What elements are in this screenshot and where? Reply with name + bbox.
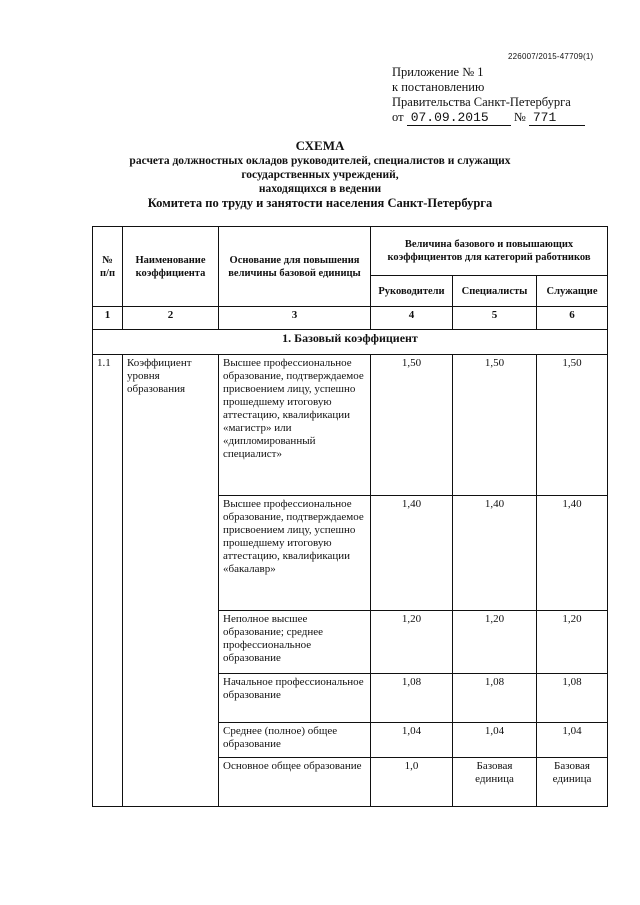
title-line-2: расчета должностных окладов руководителей, специалистов и служащих <box>129 155 511 167</box>
value-managers: 1,0 <box>371 758 453 807</box>
value-managers: 1,04 <box>371 723 453 758</box>
appendix-line-3: Правительства Санкт-Петербурга <box>392 95 571 109</box>
value-employees: 1,08 <box>537 674 608 723</box>
title-line-1: СХЕМА <box>295 138 345 153</box>
header-employees: Служащие <box>537 276 608 307</box>
value-employees: 1,20 <box>537 611 608 674</box>
value-specialists: 1,20 <box>453 611 537 674</box>
appendix-line-1: Приложение № 1 <box>392 65 484 79</box>
section-row <box>93 330 608 355</box>
basis-cell: Среднее (полное) общее образование <box>219 723 371 758</box>
appendix-header <box>392 65 585 126</box>
table-row <box>93 355 608 496</box>
header-value: Величина базового и повышающих коэффициентов для категорий работников <box>371 227 608 276</box>
document-registration-code: 226007/2015-47709(1) <box>508 52 594 61</box>
basis-cell: Начальное профессиональное образование <box>219 674 371 723</box>
document-title <box>0 138 640 211</box>
value-employees: 1,04 <box>537 723 608 758</box>
appendix-date-line <box>392 110 585 126</box>
value-employees: 1,50 <box>537 355 608 496</box>
value-managers: 1,08 <box>371 674 453 723</box>
header-no: № п/п <box>93 227 123 307</box>
resolution-date: 07.09.2015 <box>407 110 511 126</box>
column-number: 5 <box>453 307 537 330</box>
header-managers: Руководители <box>371 276 453 307</box>
header-basis: Основание для повышения величины базовой единицы <box>219 227 371 307</box>
value-specialists: 1,40 <box>453 496 537 611</box>
resolution-number: 771 <box>529 110 585 126</box>
title-line-3: государственных учреждений, <box>241 169 399 181</box>
column-number: 6 <box>537 307 608 330</box>
coefficient-table <box>92 226 608 807</box>
column-number: 3 <box>219 307 371 330</box>
title-line-5: Комитета по труду и занятости населения Санкт-Петербурга <box>147 196 493 210</box>
value-managers: 1,40 <box>371 496 453 611</box>
number-prefix: № <box>513 110 526 124</box>
header-name: Наименование коэффициента <box>123 227 219 307</box>
title-line-4: находящихся в ведении <box>258 183 382 195</box>
column-number: 4 <box>371 307 453 330</box>
header-specialists: Специалисты <box>453 276 537 307</box>
column-number-row <box>93 307 608 330</box>
value-employees: Базовая единица <box>537 758 608 807</box>
coefficient-name: Коэффициент уровня образования <box>123 355 219 807</box>
date-prefix: от <box>392 110 404 124</box>
value-employees: 1,40 <box>537 496 608 611</box>
value-specialists: 1,50 <box>453 355 537 496</box>
value-managers: 1,50 <box>371 355 453 496</box>
table-header-row <box>93 227 608 276</box>
row-number: 1.1 <box>93 355 123 807</box>
value-specialists: 1,04 <box>453 723 537 758</box>
basis-cell: Высшее профессиональное образование, подтверждаемое присвоением лицу, успешно прошедшему итоговую аттестацию, квалификации «магистр» или «дипломированный специалист» <box>219 355 371 496</box>
column-number: 2 <box>123 307 219 330</box>
column-number: 1 <box>93 307 123 330</box>
section-title: 1. Базовый коэффициент <box>93 330 608 355</box>
basis-cell: Основное общее образование <box>219 758 371 807</box>
basis-cell: Неполное высшее образование; среднее профессиональное образование <box>219 611 371 674</box>
value-managers: 1,20 <box>371 611 453 674</box>
appendix-line-2: к постановлению <box>392 80 485 94</box>
basis-cell: Высшее профессиональное образование, подтверждаемое присвоением лицу, успешно прошедшему итоговую аттестацию, квалификации «бакалавр» <box>219 496 371 611</box>
value-specialists: 1,08 <box>453 674 537 723</box>
value-specialists: Базовая единица <box>453 758 537 807</box>
